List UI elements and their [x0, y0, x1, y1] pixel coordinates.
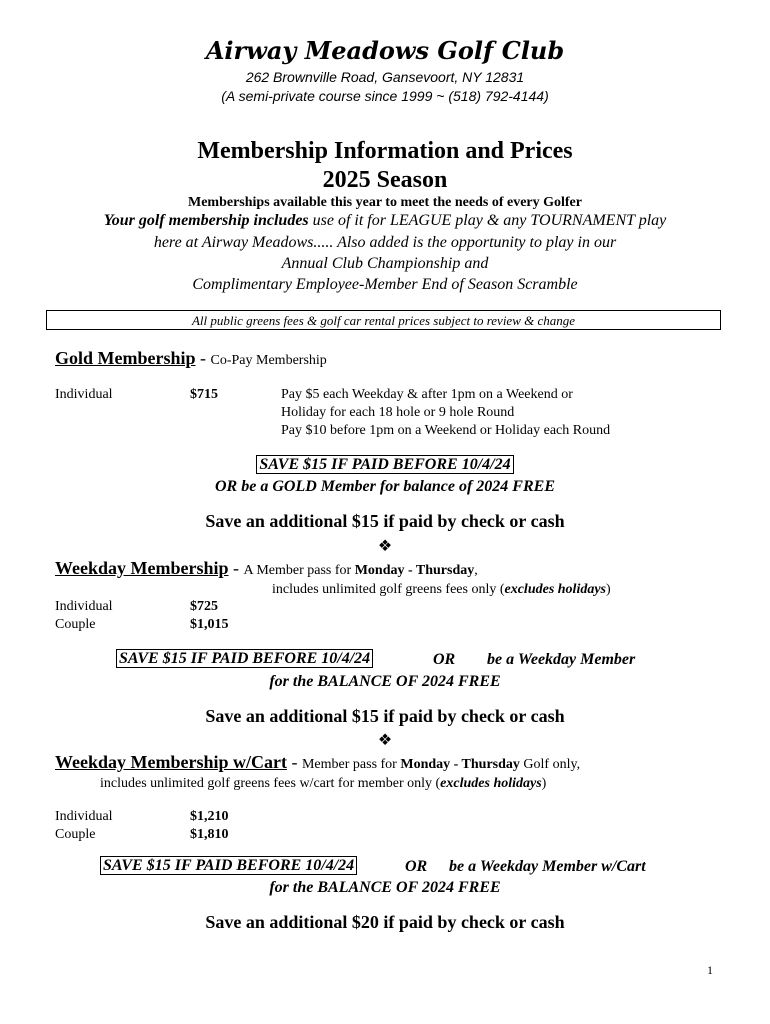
includes-line-3: Annual Club Championship and [281, 255, 489, 272]
weekday-cart-price-2: $1,810 [190, 827, 229, 842]
includes-line-1-rest: use of it for LEAGUE play & any TOURNAMENT play [308, 212, 667, 229]
weekday-dash: - [228, 558, 244, 578]
gold-membership-heading [55, 348, 327, 369]
includes-lead: Your golf membership includes [103, 212, 309, 229]
weekday-price-2: $1,015 [190, 617, 229, 632]
weekday-cart-price-1: $1,210 [190, 809, 229, 824]
club-tagline: (A semi-private course since 1999 ~ (518) 792-4144) [221, 88, 549, 104]
page-number: 1 [707, 963, 713, 977]
weekday-cart-membership-heading [55, 752, 580, 773]
gold-save-badge: SAVE $15 IF PAID BEFORE 10/4/24 [256, 455, 513, 474]
gold-term-2: Holiday for each 18 hole or 9 hole Round [281, 405, 515, 420]
weekday-type-1: Individual [55, 599, 113, 614]
gold-membership-name: Gold Membership [55, 348, 196, 368]
weekday-cart-membership-name: Weekday Membership w/Cart [55, 752, 287, 772]
gold-price: $715 [190, 387, 218, 402]
weekday-cart-desc-line-2: includes unlimited golf greens fees w/cart for member only (excludes holidays) [100, 776, 547, 791]
includes-line-4: Complimentary Employee-Member End of Season Scramble [192, 276, 578, 293]
gold-save-line [0, 456, 770, 474]
weekday-type-2: Couple [55, 617, 96, 632]
page-title: Membership Information and Prices [197, 138, 573, 164]
gold-dash: - [195, 348, 211, 368]
weekday-cart-save-badge: SAVE $15 IF PAID BEFORE 10/4/24 [100, 856, 357, 875]
club-address: 262 Brownville Road, Gansevoort, NY 12831 [245, 69, 525, 85]
club-name: Airway Meadows Golf Club [205, 36, 565, 65]
weekday-cart-type-1: Individual [55, 809, 113, 824]
weekday-cart-type-2: Couple [55, 827, 96, 842]
gold-offer: OR be a GOLD Member for balance of 2024 FREE [215, 478, 555, 495]
weekday-or: OR [433, 651, 456, 668]
diamond-divider-icon: ❖ [377, 538, 393, 555]
weekday-save-line [116, 650, 373, 668]
includes-line-1 [0, 212, 770, 230]
gold-cash-discount: Save an additional $15 if paid by check or cash [205, 511, 565, 531]
weekday-cart-dash: - [286, 752, 302, 772]
weekday-offer: be a Weekday Member [487, 651, 636, 668]
weekday-price-1: $725 [190, 599, 218, 614]
page-subtitle: Memberships available this year to meet the needs of every Golfer [188, 195, 582, 210]
diamond-divider-icon: ❖ [377, 732, 393, 749]
gold-membership-desc: Co-Pay Membership [210, 353, 327, 368]
gold-term-1: Pay $5 each Weekday & after 1pm on a Weekend or [281, 387, 573, 402]
weekday-membership-name: Weekday Membership [55, 558, 229, 578]
weekday-cart-offer-2: for the BALANCE OF 2024 FREE [269, 879, 501, 896]
season-title: 2025 Season [322, 167, 448, 193]
gold-type: Individual [55, 387, 113, 402]
includes-line-2: here at Airway Meadows..... Also added is the opportunity to play in our [153, 234, 617, 251]
weekday-cash-discount: Save an additional $15 if paid by check or cash [205, 706, 565, 726]
weekday-cart-offer: be a Weekday Member w/Cart [449, 858, 646, 875]
gold-term-3: Pay $10 before 1pm on a Weekend or Holiday each Round [281, 423, 611, 438]
weekday-cart-cash-discount: Save an additional $20 if paid by check or cash [205, 912, 565, 932]
weekday-cart-or: OR [405, 858, 428, 875]
weekday-cart-save-line [100, 857, 357, 875]
weekday-cart-desc: Member pass for Monday - Thursday Golf only, [301, 757, 581, 772]
weekday-desc-line-2: includes unlimited golf greens fees only (excludes holidays) [272, 582, 611, 597]
price-notice: All public greens fees & golf car rental prices subject to review & change [46, 310, 721, 330]
weekday-membership-heading [55, 558, 478, 579]
weekday-desc: A Member pass for Monday - Thursday, [243, 563, 478, 578]
weekday-save-badge: SAVE $15 IF PAID BEFORE 10/4/24 [116, 649, 373, 668]
weekday-offer-2: for the BALANCE OF 2024 FREE [269, 673, 501, 690]
